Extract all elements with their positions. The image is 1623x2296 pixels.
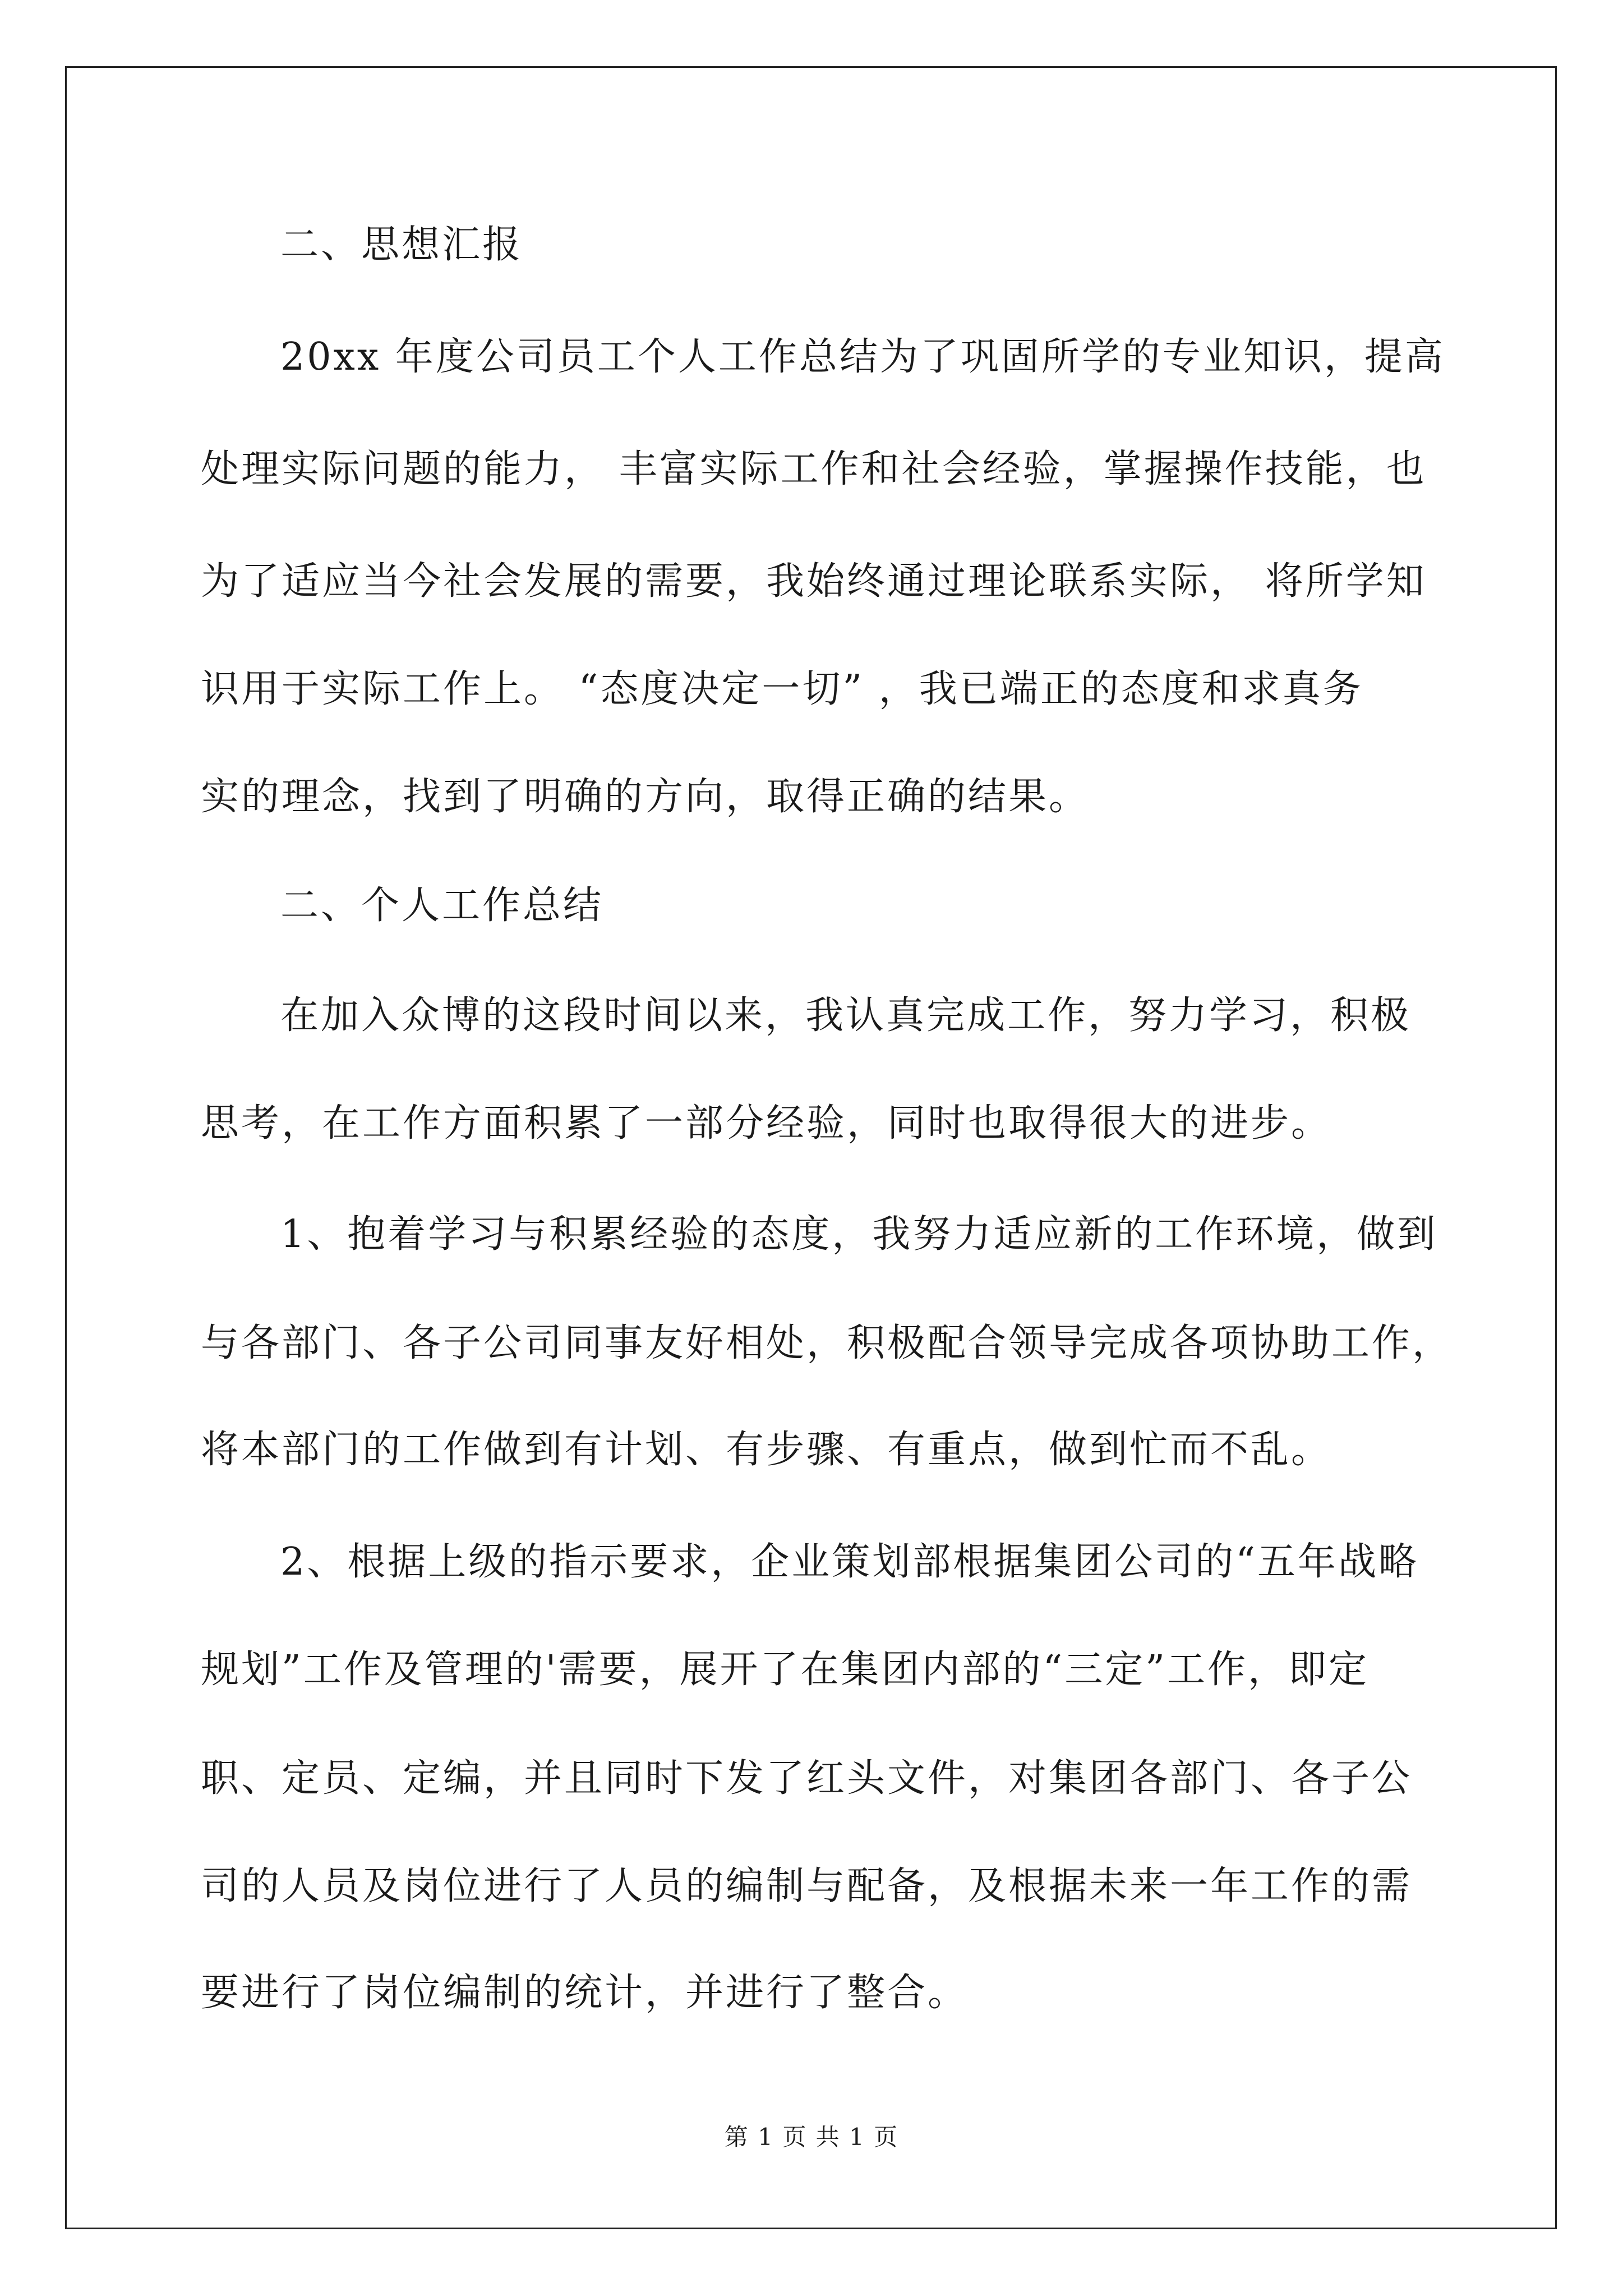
paragraph-line: 为了适应当今社会发展的需要，我始终通过理论联系实际， 将所学知: [201, 559, 1427, 604]
paragraph-line: 20xx 年度公司员工个人工作总结为了巩固所学的专业知识，提高: [280, 335, 1445, 379]
paragraph-line: 司的人员及岗位进行了人员的编制与配备，及根据未来一年工作的需: [201, 1864, 1413, 1908]
paragraph-line: 将本部门的工作做到有计划、有步骤、有重点，做到忙而不乱。: [201, 1428, 1332, 1472]
page-number-footer: 第 1 页 共 1 页: [724, 2123, 899, 2151]
paragraph-line: 职、定员、定编，并且同时下发了红头文件，对集团各部门、各子公: [201, 1756, 1413, 1801]
section-heading-thought-report: 二、思想汇报: [280, 223, 523, 267]
section-heading-personal-summary: 二、个人工作总结: [280, 884, 604, 928]
paragraph-line: 在加入众博的这段时间以来，我认真完成工作，努力学习，积极: [280, 993, 1412, 1038]
paragraph-line: 规划”工作及管理的'需要，展开了在集团内部的“三定”工作，即定: [201, 1648, 1369, 1692]
paragraph-line: 实的理念，找到了明确的方向，取得正确的结果。: [201, 775, 1090, 819]
paragraph-line: 识用于实际工作上。 “态度决定一切” ，我已端正的态度和求真务: [201, 667, 1363, 711]
paragraph-line: 处理实际问题的能力， 丰富实际工作和社会经验，掌握操作技能，也: [201, 447, 1427, 491]
paragraph-line: 要进行了岗位编制的统计，并进行了整合。: [201, 1971, 969, 2015]
list-item-1-line: 1、抱着学习与积累经验的态度，我努力适应新的工作环境，做到: [280, 1212, 1438, 1257]
paragraph-line: 思考，在工作方面积累了一部分经验，同时也取得很大的进步。: [201, 1101, 1332, 1145]
list-item-2-line: 2、根据上级的指示要求，企业策划部根据集团公司的“五年战略: [280, 1540, 1419, 1584]
paragraph-line: 与各部门、各子公司同事友好相处，积极配合领导完成各项协助工作，: [201, 1321, 1453, 1365]
